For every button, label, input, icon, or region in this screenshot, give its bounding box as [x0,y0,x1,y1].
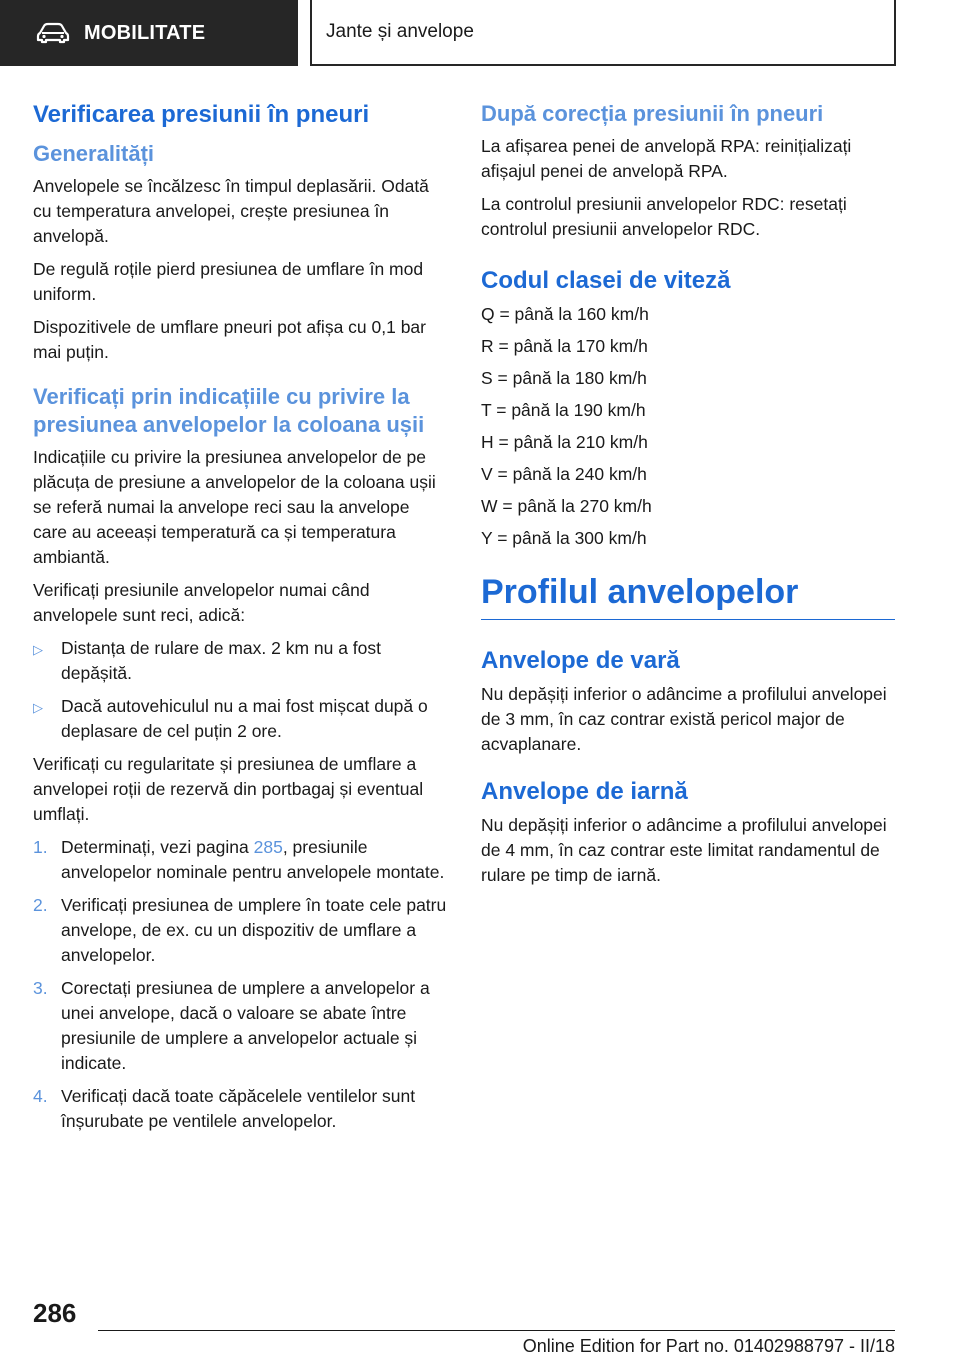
car-icon [36,22,70,44]
speed-item: V = până la 240 km/h [481,464,647,484]
check-paragraph-3: Verificați cu regularitate și presiunea de umflare a anvelopei roții de rezervă din portbagaj și eventual umflați. [33,754,424,824]
after-heading: După corecția presiunii în pneuri [481,101,824,126]
triangle-bullet-icon: ▷ [33,700,43,715]
chapter-label: Jante și anvelope [326,21,474,42]
speed-item: T = până la 190 km/h [481,400,646,420]
step-item: 4. Verificați dacă toate căpăcelele ventilelor sunt înșurubate pe ventilele anvelopelor. [33,1086,416,1131]
speed-item: Q = până la 160 km/h [481,304,649,324]
winter-paragraph: Nu depășiți inferior o adâncime a profilului anvelopei de 4 mm, în caz contrar este limitat randamentul de rulare pe timp de iarnă. [481,815,887,885]
speed-item: W = până la 270 km/h [481,496,652,516]
list-item: ▷ Distanța de rulare de max. 2 km nu a fost depășită. [33,636,447,686]
left-column [33,100,447,1142]
section-label: MOBILITATE [84,21,206,44]
summer-heading: Anvelope de vară [481,647,680,674]
after-paragraph-2: La controlul presiunii anvelopelor RDC: resetați controlul presiunii anvelopelor RDC. [481,194,847,239]
edition-text: Online Edition for Part no. 01402988797 - II/18 [522,1336,895,1356]
right-column [481,100,895,896]
chapter-tab [310,0,896,66]
speed-item: R = până la 170 km/h [481,336,648,356]
step-item: 1. Determinați, vezi pagina 285, presiunile anvelopelor nominale pentru anvelopele montate. [33,837,445,882]
general-paragraph-2: De regulă roțile pierd presiunea de umflare în mod uniform. [33,259,424,304]
after-paragraph-1: La afișarea penei de anvelopă RPA: reinițializați afișajul penei de anvelopă RPA. [481,136,852,181]
speed-item: H = până la 210 km/h [481,432,648,452]
general-heading: Generalități [33,141,155,166]
list-item: ▷ Dacă autovehiculul nu a mai fost mișcat după o deplasare de cel puțin 2 ore. [33,694,447,744]
speed-item: S = până la 180 km/h [481,368,647,388]
general-paragraph-1: Anvelopele se încălzesc în timpul deplasării. Odată cu temperatura anvelopei, crește presiunea în anvelopă. [33,176,429,246]
page-header [0,0,960,66]
check-heading: Verificați prin indicațiile cu privire la presiunea anvelopelor la coloana ușii [33,384,425,437]
page-link[interactable]: 285 [253,837,283,857]
page-number: 286 [33,1298,77,1328]
step-item: 2. Verificați presiunea de umplere în toate cele patru anvelope, de ex. cu un dispozitiv de umflare a anvelopelor. [33,895,447,965]
section-title: Verificarea presiunii în pneuri [33,101,370,128]
general-paragraph-3: Dispozitivele de umflare pneuri pot afișa cu 0,1 bar mai puțin. [33,317,426,362]
summer-paragraph: Nu depășiți inferior o adâncime a profilului anvelopei de 3 mm, în caz contrar există pericol major de acvaplanare. [481,684,887,754]
check-paragraph-1: Indicațiile cu privire la presiunea anvelopelor de pe plăcuța de presiune a anvelopelor de la coloana ușii se referă numai la anvelope reci sau la anvelope care au aceeași temperatură ca și temperatura ambiantă. [33,447,436,567]
triangle-bullet-icon: ▷ [33,642,43,657]
section-tab [0,0,298,66]
speed-heading: Codul clasei de viteză [481,267,731,294]
speed-item: Y = până la 300 km/h [481,528,647,548]
profile-title: Profilul anvelopelor [481,571,895,620]
winter-heading: Anvelope de iarnă [481,778,688,805]
step-item: 3. Corectați presiunea de umplere a anvelopelor a unei anvelope, dacă o valoare se abate între presiunile de umplere a anvelopelor actuale și indicate. [33,978,430,1073]
footer-divider [98,1330,895,1331]
check-paragraph-2: Verificați presiunile anvelopelor numai când anvelopele sunt reci, adică: [33,580,370,625]
